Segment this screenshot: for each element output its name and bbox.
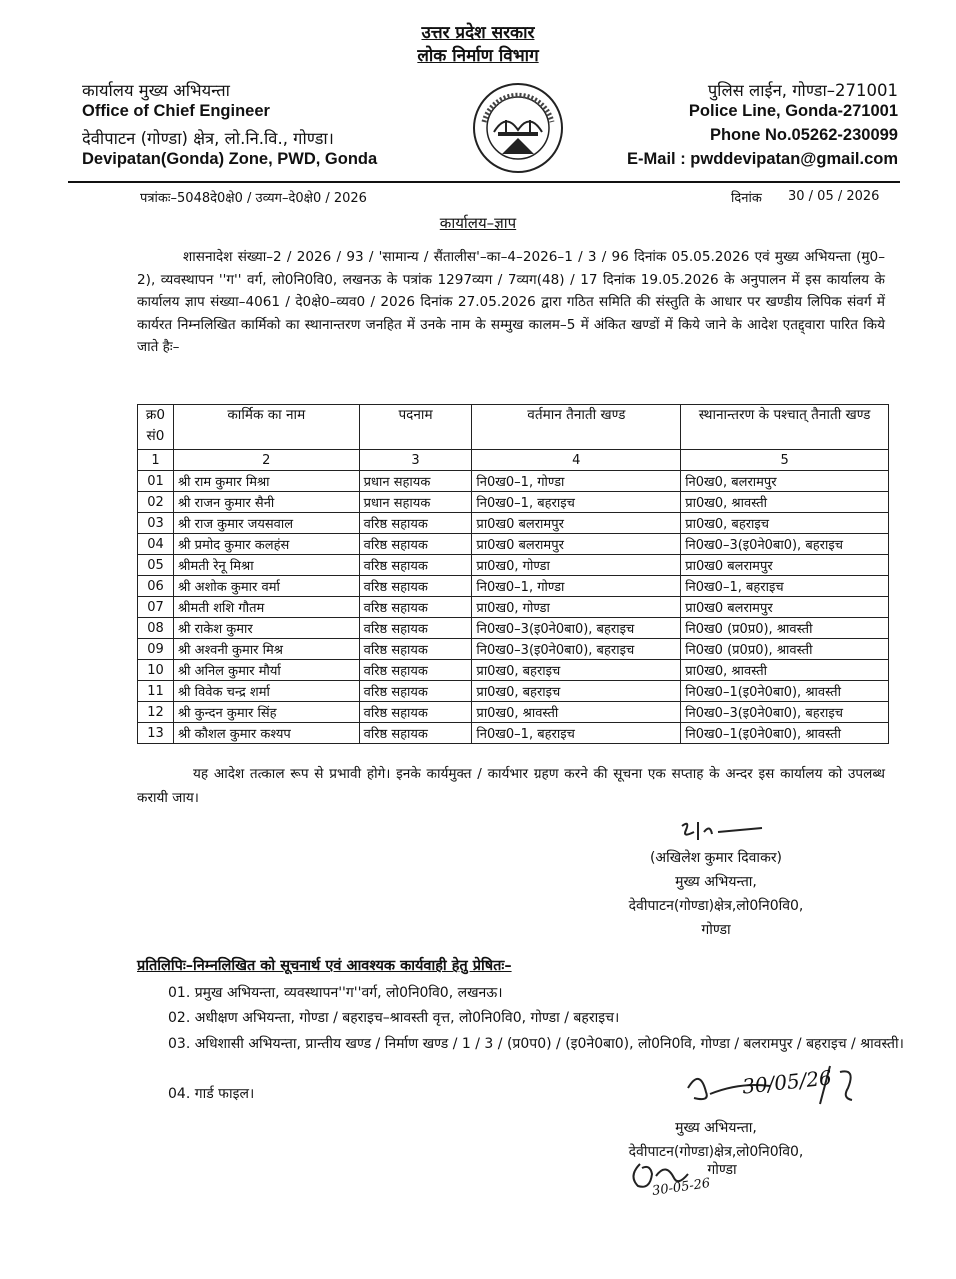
new-posting-cell: नि0ख0–3(इ0ने0बा0), बहराइच (681, 702, 889, 723)
serial-cell: 08 (138, 618, 174, 639)
table-row (138, 513, 889, 534)
serial-cell: 11 (138, 681, 174, 702)
designation-cell: वरिष्ठ सहायक (359, 723, 472, 744)
column-number: 3 (359, 450, 472, 471)
table-row (138, 555, 889, 576)
copy-signatory-designation: मुख्य अभियन्ता, (675, 1120, 757, 1136)
copy-signatory-office: देवीपाटन(गोण्डा)क्षेत्र,लो0नि0वि0, (628, 1144, 804, 1160)
employee-name-cell: श्री राम कुमार मिश्रा (173, 471, 359, 492)
table-row (138, 660, 889, 681)
designation-cell: वरिष्ठ सहायक (359, 576, 472, 597)
new-posting-cell: नि0ख0 (प्र0प्र0), श्रावस्ती (681, 639, 889, 660)
email-address: E-Mail : pwddevipatan@gmail.com (627, 150, 898, 168)
serial-cell: 04 (138, 534, 174, 555)
employee-name-cell: श्री अशोक कुमार वर्मा (173, 576, 359, 597)
signatory-office: देवीपाटन(गोण्डा)क्षेत्र,लो0नि0वि0, (628, 898, 804, 914)
table-row (138, 534, 889, 555)
designation-cell: प्रधान सहायक (359, 492, 472, 513)
signatory-place: गोण्डा (701, 922, 731, 938)
header-serial: क्र0 सं0 (138, 405, 174, 450)
current-posting-cell: नि0ख0–3(इ0ने0बा0), बहराइच (472, 639, 681, 660)
body-paragraph: शासनादेश संख्या–2 / 2026 / 93 / 'सामान्य / सैंतालीस'–का–4–2026–1 / 3 / 96 दिनांक 05.05.2026 एवं मुख्य अभियन्ता (मु0–2), व्यवस्थापन ''ग'' वर्ग, लो0नि0वि0, लखनऊ के पत्रांक 1297व्यग / 7व्यग(48) / 17 दिनांक 19.05.2026 के अनुपालन में इस कार्यालय के कार्यालय ज्ञाप संख्या–4061 / दे0क्षे0–व्यव0 / 2026 दिनांक 27.05.2026 द्वारा गठित समिति की संस्तुति के आधार पर खण्डीय लिपिक संवर्ग में कार्यरत निम्नलिखित कार्मिको का स्थानान्तरण जनहित में उनके नाम के सम्मुख कालम–5 में अंकित खण्डों में किये जाने के आदेश एतद्द्वारा पारित किये जाते हैः– (137, 249, 885, 355)
current-posting-cell: प्रा0ख0, बहराइच (472, 681, 681, 702)
transfer-table (137, 404, 889, 744)
new-posting-cell: नि0ख0, बलरामपुर (681, 471, 889, 492)
department-name: लोक निर्माण विभाग (417, 46, 539, 66)
reference-number: पत्रांकः–5048दे0क्षे0 / उव्यग–दे0क्षे0 / 2026 (140, 191, 367, 206)
copy-to-item: 02. अधीक्षण अभियन्ता, गोण्डा / बहराइच–श्रावस्ती वृत्त, लो0नि0वि0, गोण्डा / बहराइच। (168, 1010, 620, 1026)
table-row (138, 723, 889, 744)
copy-to-item: 01. प्रमुख अभियन्ता, व्यवस्थापन''ग''वर्ग, लो0नि0वि0, लखनऊ। (168, 985, 503, 1001)
address-hindi: पुलिस लाईन, गोण्डा–271001 (707, 81, 898, 100)
designation-cell: वरिष्ठ सहायक (359, 618, 472, 639)
address-english: Police Line, Gonda-271001 (688, 102, 898, 120)
new-posting-cell: नि0ख0–1(इ0ने0बा0), श्रावस्ती (681, 723, 889, 744)
copy-signatory-place: गोण्डा (707, 1162, 737, 1178)
serial-cell: 02 (138, 492, 174, 513)
column-number-row (138, 450, 889, 471)
employee-name-cell: श्री कुन्दन कुमार सिंह (173, 702, 359, 723)
serial-cell: 07 (138, 597, 174, 618)
gov-name: उत्तर प्रदेश सरकार (421, 23, 535, 43)
current-posting-cell: नि0ख0–1, बहराइच (472, 492, 681, 513)
employee-name-cell: श्री राज कुमार जयसवाल (173, 513, 359, 534)
table-row (138, 681, 889, 702)
serial-cell: 05 (138, 555, 174, 576)
designation-cell: वरिष्ठ सहायक (359, 702, 472, 723)
header-current-posting: वर्तमान तैनाती खण्ड (472, 405, 681, 450)
serial-cell: 10 (138, 660, 174, 681)
designation-cell: वरिष्ठ सहायक (359, 681, 472, 702)
current-posting-cell: प्रा0ख0 बलरामपुर (472, 513, 681, 534)
table-row (138, 576, 889, 597)
zone-name-english: Devipatan(Gonda) Zone, PWD, Gonda (82, 150, 378, 168)
new-posting-cell: प्रा0ख0, श्रावस्ती (681, 492, 889, 513)
serial-cell: 12 (138, 702, 174, 723)
column-number: 5 (681, 450, 889, 471)
header-designation: पदनाम (359, 405, 472, 450)
new-posting-cell: नि0ख0–1(इ0ने0बा0), श्रावस्ती (681, 681, 889, 702)
department-seal-logo (472, 82, 564, 174)
new-posting-cell: नि0ख0–3(इ0ने0बा0), बहराइच (681, 534, 889, 555)
employee-name-cell: श्री अनिल कुमार मौर्या (173, 660, 359, 681)
serial-cell: 09 (138, 639, 174, 660)
office-name-english: Office of Chief Engineer (82, 102, 270, 120)
current-posting-cell: नि0ख0–1, बहराइच (472, 723, 681, 744)
serial-cell: 06 (138, 576, 174, 597)
issue-date: 30 / 05 / 2026 (788, 189, 880, 204)
handwritten-note: 30-05-26 (651, 1176, 712, 1199)
date-label: दिनांक (731, 191, 762, 206)
table-row (138, 471, 889, 492)
table-row (138, 618, 889, 639)
current-posting-cell: नि0ख0–1, गोण्डा (472, 471, 681, 492)
signatory-designation: मुख्य अभियन्ता, (675, 874, 757, 890)
current-posting-cell: प्रा0ख0 बलरामपुर (472, 534, 681, 555)
memo-title: कार्यालय–ज्ञाप (439, 214, 517, 232)
designation-cell: वरिष्ठ सहायक (359, 660, 472, 681)
employee-name-cell: श्री विवेक चन्द्र शर्मा (173, 681, 359, 702)
new-posting-cell: प्रा0ख0 बलरामपुर (681, 555, 889, 576)
column-number: 2 (173, 450, 359, 471)
table-row (138, 492, 889, 513)
new-posting-cell: प्रा0ख0, बहराइच (681, 513, 889, 534)
copy-to-item: 03. अधिशासी अभियन्ता, प्रान्तीय खण्ड / निर्माण खण्ड / 1 / 3 / (प्र0प0) / (इ0ने0बा0), लो0नि0वि, गोण्डा / बलरामपुर / बहराइच / श्रावस्ती। (168, 1036, 904, 1052)
zone-name-hindi: देवीपाटन (गोण्डा) क्षेत्र, लो.नि.वि., गोण्डा। (82, 129, 334, 148)
signature-scribble (676, 818, 766, 844)
employee-name-cell: श्री अश्वनी कुमार मिश्र (173, 639, 359, 660)
column-number: 1 (138, 450, 174, 471)
signatory-name: (अखिलेश कुमार दिवाकर) (649, 850, 783, 866)
current-posting-cell: प्रा0ख0, श्रावस्ती (472, 702, 681, 723)
table-row (138, 702, 889, 723)
copy-to-heading: प्रतिलिपिः–निम्नलिखित को सूचनार्थ एवं आवश्यक कार्यवाही हेतु प्रेषितः– (137, 958, 512, 974)
table-row (138, 597, 889, 618)
new-posting-cell: नि0ख0 (प्र0प्र0), श्रावस्ती (681, 618, 889, 639)
designation-cell: प्रधान सहायक (359, 471, 472, 492)
employee-name-cell: श्री प्रमोद कुमार कलहंस (173, 534, 359, 555)
designation-cell: वरिष्ठ सहायक (359, 555, 472, 576)
designation-cell: वरिष्ठ सहायक (359, 597, 472, 618)
current-posting-cell: प्रा0ख0, गोण्डा (472, 597, 681, 618)
employee-name-cell: श्री राजन कुमार सैनी (173, 492, 359, 513)
designation-cell: वरिष्ठ सहायक (359, 534, 472, 555)
serial-cell: 13 (138, 723, 174, 744)
serial-cell: 01 (138, 471, 174, 492)
table-header-row (138, 405, 889, 450)
employee-name-cell: श्रीमती शशि गौतम (173, 597, 359, 618)
serial-cell: 03 (138, 513, 174, 534)
current-posting-cell: प्रा0ख0, गोण्डा (472, 555, 681, 576)
employee-name-cell: श्रीमती रेनू मिश्रा (173, 555, 359, 576)
current-posting-cell: प्रा0ख0, बहराइच (472, 660, 681, 681)
header-new-posting: स्थानान्तरण के पश्चात् तैनाती खण्ड (681, 405, 889, 450)
current-posting-cell: नि0ख0–3(इ0ने0बा0), बहराइच (472, 618, 681, 639)
column-number: 4 (472, 450, 681, 471)
header-name: कार्मिक का नाम (173, 405, 359, 450)
header-divider (68, 181, 900, 183)
employee-name-cell: श्री राकेश कुमार (173, 618, 359, 639)
table-row (138, 639, 889, 660)
employee-name-cell: श्री कौशल कुमार कश्यप (173, 723, 359, 744)
new-posting-cell: नि0ख0–1, बहराइच (681, 576, 889, 597)
designation-cell: वरिष्ठ सहायक (359, 639, 472, 660)
copy-to-item: 04. गार्ड फाइल। (168, 1086, 255, 1102)
current-posting-cell: नि0ख0–1, गोण्डा (472, 576, 681, 597)
designation-cell: वरिष्ठ सहायक (359, 513, 472, 534)
office-name-hindi: कार्यालय मुख्य अभियन्ता (82, 81, 230, 100)
handwritten-date: 30/05/26 (740, 1065, 833, 1099)
phone-number: Phone No.05262-230099 (709, 126, 898, 144)
new-posting-cell: प्रा0ख0, श्रावस्ती (681, 660, 889, 681)
new-posting-cell: प्रा0ख0 बलरामपुर (681, 597, 889, 618)
closing-paragraph: यह आदेश तत्काल रूप से प्रभावी होगे। इनके कार्यमुक्त / कार्यभार ग्रहण करने की सूचना एक सप्ताह के अन्दर इस कार्यालय को उपलब्ध करायी जाय। (137, 766, 885, 806)
